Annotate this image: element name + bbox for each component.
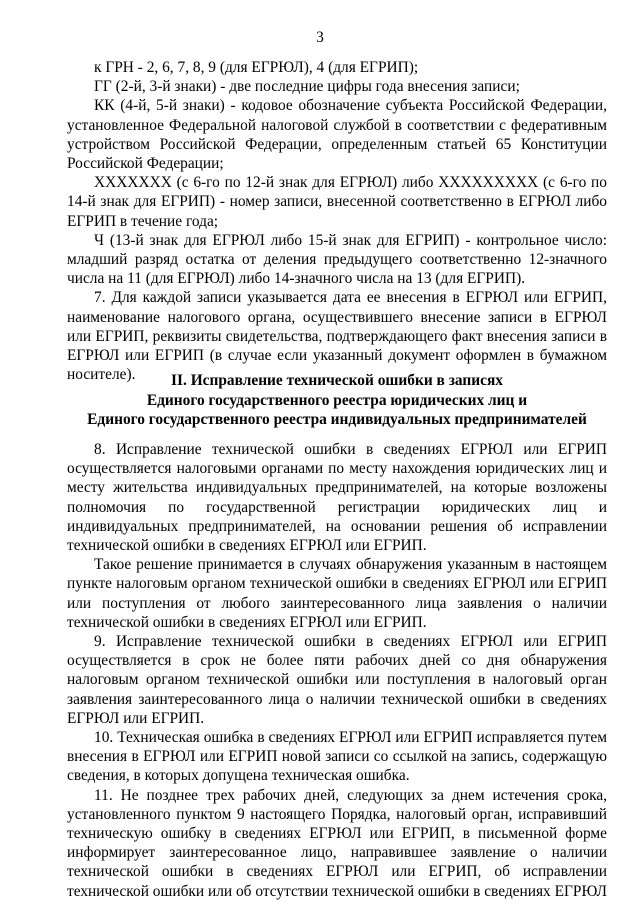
paragraph: 8. Исправление технической ошибки в сведениях ЕГРЮЛ или ЕГРИП осуществляется налоговыми органами по месту нахождения юридических лиц и месту жительства индивидуальных предпринимателей, на которые возложены полномочия по государственной регистрации юридических лиц и индивидуальных предпринимателей, на основании решения об исправлении технической ошибки в сведениях ЕГРЮЛ или ЕГРИП. (67, 441, 607, 555)
section-heading (67, 371, 607, 430)
paragraph: ХХХХХХХ (с 6-го по 12-й знак для ЕГРЮЛ) либо ХХХХХХХХХ (с 6-го по 14-й знак для ЕГРИП) - номер записи, внесенной соответственно в ЕГРЮЛ либо ЕГРИП в течение года; (67, 174, 607, 230)
page-number: 3 (316, 29, 324, 46)
paragraph: Ч (13-й знак для ЕГРЮЛ либо 15-й знак для ЕГРИП) - контрольное число: младший разряд остатка от деления предыдущего соответственно 12-значного числа на 11 (для ЕГРЮЛ) либо 14-значного числа на 13 (для ЕГРИП). (67, 231, 607, 288)
paragraph: 11. Не позднее трех рабочих дней, следующих за днем истечения срока, установленного пунктом 9 настоящего Порядка, налоговый орган, исправивший техническую ошибку в сведениях ЕГРЮЛ или ЕГРИП, в письменной форме информирует заинтересованное лицо, направившее заявление о наличии технической ошибки в сведениях ЕГРЮЛ или ЕГРИП, об исправлении технической ошибки или об отсутствии технической ошибки в сведениях ЕГРЮЛ (67, 786, 607, 900)
paragraph: КК (4-й, 5-й знаки) - кодовое обозначение субъекта Российской Федерации, установленное Федеральной налоговой службой в соответствии с федеративным устройством Российской Федерации, определенным статьей 65 Конституции Российской Федерации; (67, 97, 607, 173)
text-block-bottom (67, 440, 607, 901)
text-block-top (67, 58, 607, 384)
paragraph: 7. Для каждой записи указывается дата ее внесения в ЕГРЮЛ или ЕГРИП, наименование налогового органа, осуществившего внесение записи в ЕГРЮЛ или ЕГРИП, реквизиты свидетельства, подтверждающего факт внесения записи в ЕГРЮЛ или ЕГРИП (в случае если указанный документ оформлен в бумажном носителе). (67, 289, 607, 384)
section-heading-line: Единого государственного реестра юридических лиц и (146, 391, 528, 409)
paragraph: 10. Техническая ошибка в сведениях ЕГРЮЛ или ЕГРИП исправляется путем внесения в ЕГРЮЛ или ЕГРИП новой записи со ссылкой на запись, содержащую сведения, в которых допущена техническая ошибка. (67, 729, 607, 785)
paragraph: ГГ (2-й, 3-й знаки) - две последние цифры года внесения записи; (94, 78, 520, 96)
paragraph: 9. Исправление технической ошибки в сведениях ЕГРЮЛ или ЕГРИП осуществляется в срок не более пяти рабочих дней со дня обнаружения налоговым органом технической ошибки или поступления в налоговый орган заявления заинтересованного лица о наличии технической ошибки в сведениях ЕГРЮЛ или ЕГРИП. (67, 633, 607, 727)
paragraph: Такое решение принимается в случаях обнаружения указанным в настоящем пункте налоговым органом технической ошибки в сведениях ЕГРЮЛ или ЕГРИП или поступления от любого заинтересованного лица заявления о наличии технической ошибки в сведениях ЕГРЮЛ или ЕГРИП. (67, 556, 607, 631)
section-heading-line: Единого государственного реестра индивидуальных предпринимателей (87, 411, 587, 428)
section-heading-line: II. Исправление технической ошибки в записях (171, 372, 503, 389)
paragraph: к ГРН - 2, 6, 7, 8, 9 (для ЕГРЮЛ), 4 (для ЕГРИП); (94, 59, 419, 76)
